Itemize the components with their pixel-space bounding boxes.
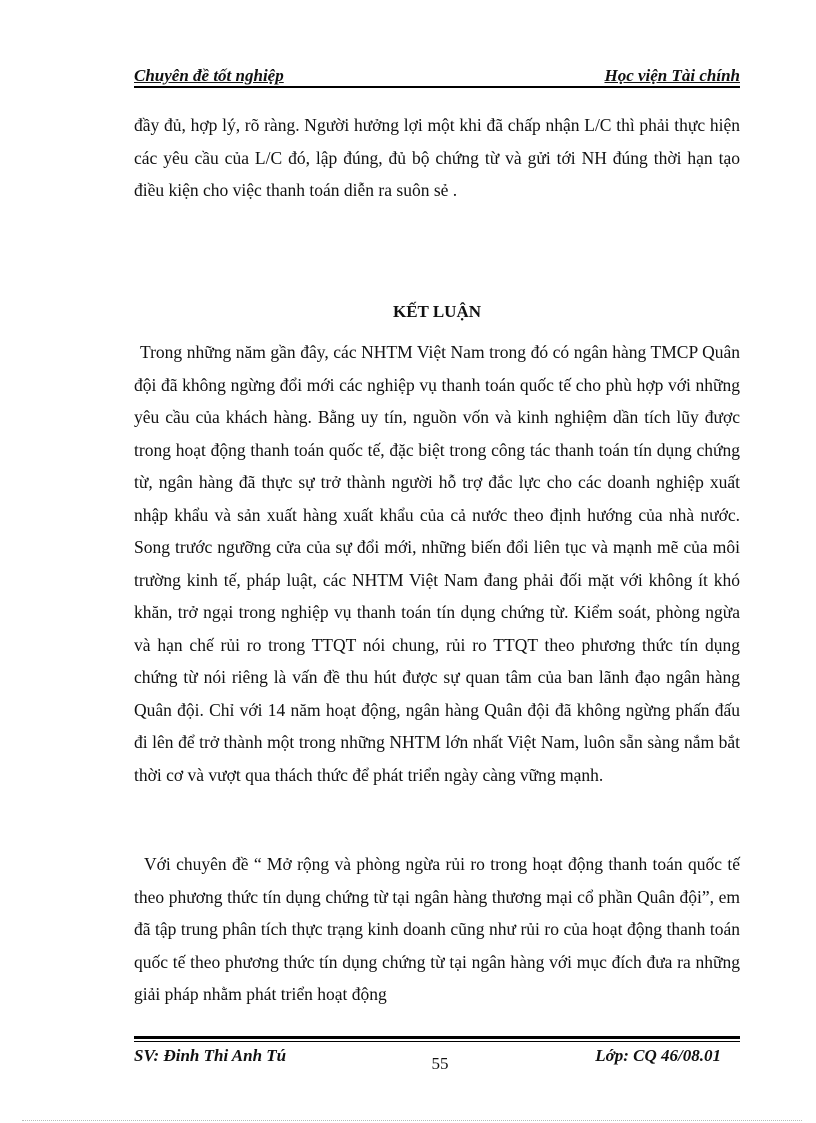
section-title: KẾT LUẬN bbox=[392, 302, 481, 321]
footer-divider-thick bbox=[134, 1036, 740, 1039]
page-header bbox=[134, 66, 740, 88]
header-divider bbox=[134, 86, 740, 88]
body-paragraph-2: Trong những năm gần đây, các NHTM Việt Nam trong đó có ngân hàng TMCP Quân đội đã không ngừng đổi mới các nghiệp vụ thanh toán quốc tế cho phù hợp với những yêu cầu của khách hàng. Bằng uy tín, nguồn vốn và kinh nghiệm dần tích lũy được trong hoạt động thanh toán quốc tế, đặc biệt trong công tác thanh toán tín dụng chứng từ, ngân hàng đã thực sự trở thành người hỗ trợ đắc lực cho các doanh nghiệp xuất nhập khẩu và sản xuất hàng xuất khẩu của cả nước theo định hướng của nhà nước. Song trước ngưỡng cửa của sự đổi mới, những biến đổi liên tục và mạnh mẽ của môi trường kinh tế, pháp luật, các NHTM Việt Nam đang phải đối mặt với không ít khó khăn, trở ngại trong nghiệp vụ thanh toán tín dụng chứng từ. Kiểm soát, phòng ngừa và hạn chế rủi ro trong TTQT nói chung, rủi ro TTQT theo phương thức tín dụng chứng từ nói riêng là vấn đề thu hút được sự quan tâm của ban lãnh đạo ngân hàng Quân đội. Chỉ với 14 năm hoạt động, ngân hàng Quân đội đã không ngừng phấn đấu đi lên để trở thành một trong những NHTM lớn nhất Việt Nam, luôn sẵn sàng nắm bắt thời cơ và vượt qua thách thức để phát triển ngày càng vững mạnh. bbox=[134, 342, 740, 785]
footer-student-name: SV: Đinh Thi Anh Tú bbox=[134, 1046, 287, 1065]
footer-divider-thin bbox=[134, 1041, 740, 1042]
header-thesis-label: Chuyên đề tốt nghiệp bbox=[134, 66, 284, 85]
body-paragraph-1: đầy đủ, hợp lý, rõ ràng. Người hưởng lợi một khi đã chấp nhận L/C thì phải thực hiện các yêu cầu của L/C đó, lập đúng, đủ bộ chứng từ và gửi tới NH đúng thời hạn tạo điều kiện cho việc thanh toán diễn ra suôn sẻ . bbox=[134, 115, 740, 200]
footer-class-code: Lớp: CQ 46/08.01 bbox=[595, 1046, 721, 1065]
header-institution-label: Học viện Tài chính bbox=[604, 66, 740, 85]
page-bottom-edge bbox=[22, 1120, 802, 1121]
body-paragraph-3: Với chuyên đề “ Mở rộng và phòng ngừa rủi ro trong hoạt động thanh toán quốc tế theo phương thức tín dụng chứng từ tại ngân hàng thương mại cổ phần Quân đội”, em đã tập trung phân tích thực trạng kinh doanh cũng như rủi ro của hoạt động thanh toán quốc tế theo phương thức tín dụng chứng từ tại ngân hàng với mục đích đưa ra những giải pháp nhằm phát triển hoạt động bbox=[134, 854, 740, 1004]
page-number: 55 bbox=[431, 1054, 449, 1073]
